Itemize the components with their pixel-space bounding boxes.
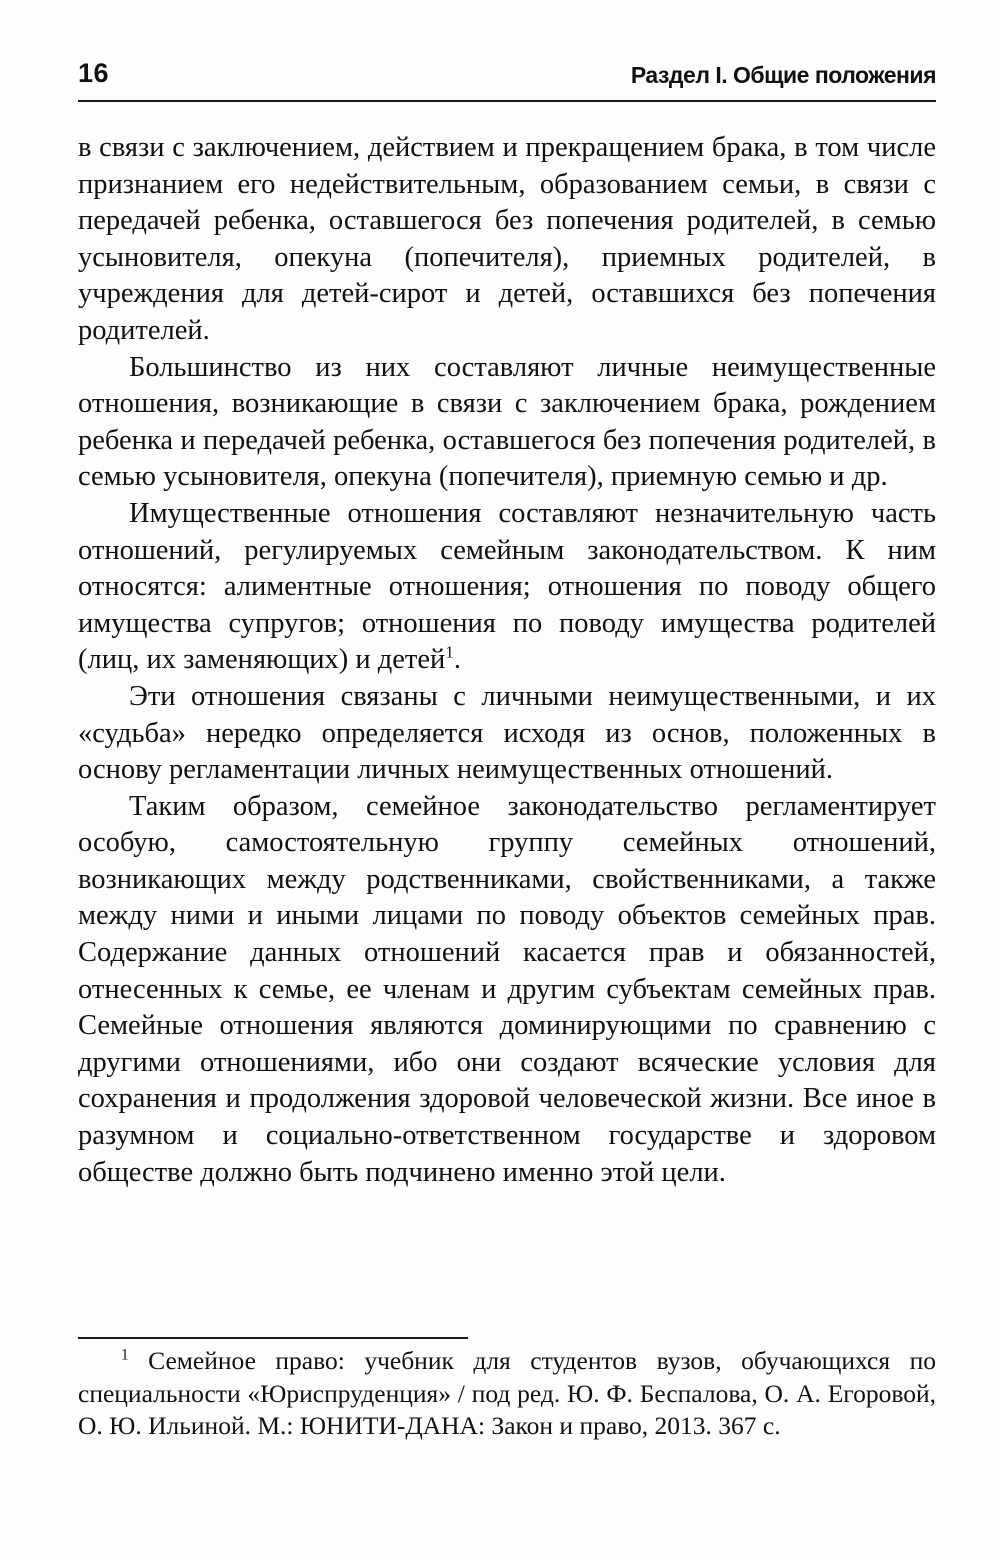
- paragraph-5: Таким образом, семейное законодательство регламентирует особую, самостоятельную группу семейных отношений, возникающих между родственниками, свойственниками, а также между ними и иными лицами по поводу объектов семейных прав. Содержание данных отношений касается прав и обязанностей, отнесенных к семье, ее членам и другим субъектам семейных прав. Семейные отношения являются доминирующими по сравнению с другими отношениями, ибо они создают всяческие условия для сохранения и продолжения здоровой человеческой жизни. Все иное в разумном и социально-ответственном государстве и здоровом обществе должно быть подчинено именно этой цели.: [78, 790, 936, 1188]
- paragraph-4: Эти отношения связаны с личными неимущественными, и их «судьба» нередко определяется исходя из основ, положенных в основу регламентации личных неимущественных отношений.: [78, 680, 936, 786]
- footnote-marker: 1: [121, 1346, 129, 1364]
- footnote-separator: [78, 1337, 468, 1339]
- paragraph-3-text: Имущественные отношения составляют незначительную часть отношений, регулируемых семейным законодательством. К ним относятся: алиментные отношения; отношения по поводу общего имущества супругов; отношения по поводу имущества родителей (лиц, их заменяющих) и детей: [78, 497, 936, 676]
- paragraph-3: [78, 496, 936, 679]
- running-header: [78, 58, 936, 102]
- main-text: [78, 130, 936, 1191]
- section-title: Раздел I. Общие положения: [630, 62, 936, 88]
- footnote: [78, 1345, 936, 1443]
- paragraph-3-end: .: [453, 644, 461, 676]
- footnote-reference: 1: [445, 642, 454, 662]
- page-number: 16: [78, 58, 110, 88]
- paragraph-2: Большинство из них составляют личные неимущественные отношения, возникающие в связи с заключением брака, рождением ребенка и передачей ребенка, оставшегося без попечения родителей, в семью усыновителя, опекуна (попечителя), приемную семью и др.: [78, 351, 936, 493]
- footnote-text: Семейное право: учебник для студентов вузов, обучающихся по специальности «Юриспруденция» / под ред. Ю. Ф. Беспалова, О. А. Егоровой, О. Ю. Ильиной. М.: ЮНИТИ-ДАНА: Закон и право, 2013. 367 с.: [78, 1346, 936, 1440]
- footnote-item: [78, 1345, 936, 1443]
- paragraph-1: в связи с заключением, действием и прекращением брака, в том числе признанием его недействительным, образованием семьи, в связи с передачей ребенка, оставшегося без попечения родителей, в семью усыновителя, опекуна (попечителя), приемных родителей, в учреждения для детей-сирот и детей, оставшихся без попечения родителей.: [78, 132, 936, 346]
